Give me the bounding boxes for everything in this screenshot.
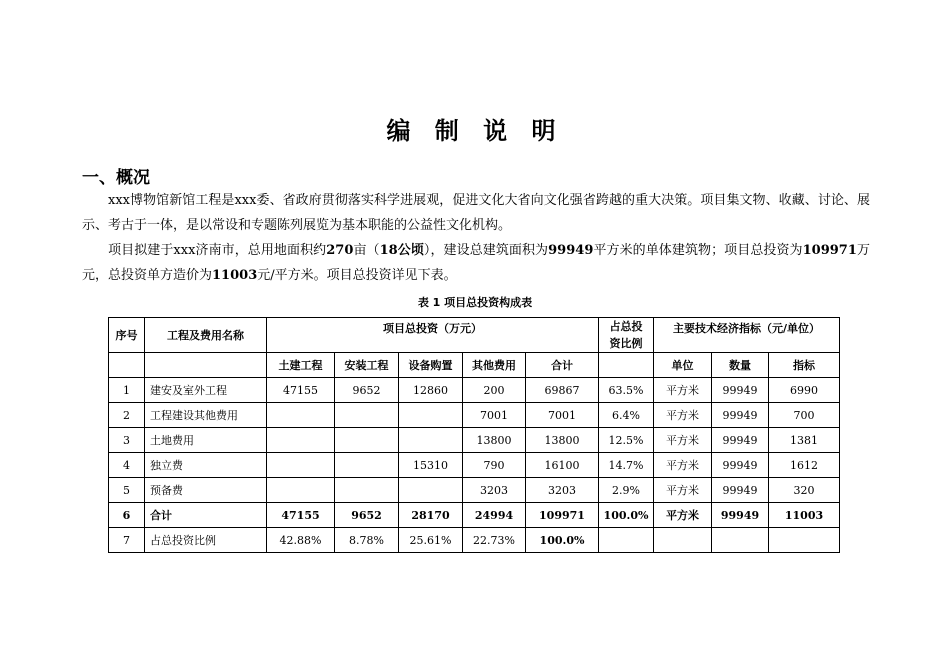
- cell: [399, 428, 463, 453]
- cell: 合计: [145, 503, 267, 528]
- cell: 平方米: [654, 478, 712, 503]
- cell: 700: [769, 403, 840, 428]
- cell: 预备费: [145, 478, 267, 503]
- cell: 9652: [335, 503, 399, 528]
- header-indicator: 指标: [769, 353, 840, 378]
- cell: [712, 528, 769, 553]
- cell: [267, 478, 335, 503]
- table-row: [109, 478, 840, 503]
- header-empty: [145, 353, 267, 378]
- cell: 11003: [769, 503, 840, 528]
- cell: 69867: [526, 378, 599, 403]
- cell: [399, 478, 463, 503]
- header-tech-indicators: 主要技术经济指标（元/单位）: [654, 318, 840, 353]
- cell: 平方米: [654, 503, 712, 528]
- cell: 平方米: [654, 378, 712, 403]
- header-total: 合计: [526, 353, 599, 378]
- cell: 15310: [399, 453, 463, 478]
- table-row: [109, 403, 840, 428]
- cell: 7001: [463, 403, 526, 428]
- cell: 25.61%: [399, 528, 463, 553]
- table-row: [109, 428, 840, 453]
- cell: 6.4%: [599, 403, 654, 428]
- p2-text-e: ），建设总建筑面积为: [423, 243, 549, 258]
- cell: 320: [769, 478, 840, 503]
- cell: [267, 428, 335, 453]
- header-ratio: 占总投资比例: [599, 318, 654, 353]
- cell: 1381: [769, 428, 840, 453]
- cell: 工程建设其他费用: [145, 403, 267, 428]
- document-title: 编 制 说 明: [386, 117, 564, 145]
- cell: 土地费用: [145, 428, 267, 453]
- cell: 99949: [712, 378, 769, 403]
- cell: 9652: [335, 378, 399, 403]
- cell: 99949: [712, 403, 769, 428]
- cell: [335, 428, 399, 453]
- p2-text-c: 亩（: [353, 243, 380, 258]
- cell: [267, 453, 335, 478]
- table-caption: 表 1 项目总投资构成表: [417, 296, 533, 309]
- cell: 3: [109, 428, 145, 453]
- header-quantity: 数量: [712, 353, 769, 378]
- cell: [399, 403, 463, 428]
- header-name: 工程及费用名称: [145, 318, 267, 353]
- header-unit: 单位: [654, 353, 712, 378]
- cell: 占总投资比例: [145, 528, 267, 553]
- cell: 100.0%: [526, 528, 599, 553]
- cell: 6: [109, 503, 145, 528]
- cell: 2: [109, 403, 145, 428]
- cell: 99949: [712, 503, 769, 528]
- cell: [267, 403, 335, 428]
- cell: [335, 453, 399, 478]
- table-total-row: [109, 503, 840, 528]
- cell: 200: [463, 378, 526, 403]
- cell: 平方米: [654, 428, 712, 453]
- cell: 4: [109, 453, 145, 478]
- cell: 99949: [712, 428, 769, 453]
- header-investment: 项目总投资（万元）: [267, 318, 599, 353]
- table-ratio-row: [109, 528, 840, 553]
- header-install: 安装工程: [335, 353, 399, 378]
- cell: 24994: [463, 503, 526, 528]
- header-other: 其他费用: [463, 353, 526, 378]
- cell: 建安及室外工程: [145, 378, 267, 403]
- cell: 42.88%: [267, 528, 335, 553]
- header-civil: 土建工程: [267, 353, 335, 378]
- cell: 63.5%: [599, 378, 654, 403]
- section-heading: 一、概况: [82, 168, 150, 188]
- table-row: [109, 378, 840, 403]
- cell: [769, 528, 840, 553]
- investment-table: [108, 317, 840, 553]
- header-seq: 序号: [109, 318, 145, 353]
- unit-cost-value: 11003: [212, 268, 258, 283]
- total-investment-value: 109971: [802, 243, 857, 258]
- cell: 790: [463, 453, 526, 478]
- cell: 独立费: [145, 453, 267, 478]
- cell: 47155: [267, 378, 335, 403]
- paragraph-intro-text: xxx博物馆新馆工程是xxx委、省政府贯彻落实科学进展观，促进文化大省向文化强省跨越的重大决策。项目集文物、收藏、讨论、展示、考古于一体，是以常设和专题陈列展览为基本职能的公益性文化机构。: [82, 193, 870, 233]
- cell: [599, 528, 654, 553]
- p2-text-g: 平方米的单体建筑物；项目总投资为: [593, 243, 803, 258]
- cell: 12.5%: [599, 428, 654, 453]
- cell: 1: [109, 378, 145, 403]
- cell: 7: [109, 528, 145, 553]
- cell: 28170: [399, 503, 463, 528]
- cell: 5: [109, 478, 145, 503]
- cell: 平方米: [654, 453, 712, 478]
- cell: 99949: [712, 453, 769, 478]
- cell: 12860: [399, 378, 463, 403]
- cell: 22.73%: [463, 528, 526, 553]
- cell: [654, 528, 712, 553]
- cell: 7001: [526, 403, 599, 428]
- cell: 99949: [712, 478, 769, 503]
- cell: 3203: [526, 478, 599, 503]
- cell: 100.0%: [599, 503, 654, 528]
- p2-text-k: 元/平方米。项目总投资详见下表。: [257, 268, 457, 283]
- floor-area-value: 99949: [548, 243, 594, 258]
- header-equipment: 设备购置: [399, 353, 463, 378]
- paragraph-scale: [82, 238, 870, 288]
- cell: 47155: [267, 503, 335, 528]
- cell: 6990: [769, 378, 840, 403]
- p2-text-i: 万元，总投资单方造价为: [82, 243, 870, 283]
- cell: 3203: [463, 478, 526, 503]
- cell: 1612: [769, 453, 840, 478]
- header-empty: [599, 353, 654, 378]
- cell: 14.7%: [599, 453, 654, 478]
- cell: 2.9%: [599, 478, 654, 503]
- p2-text-a: 项目拟建于xxx济南市，总用地面积约: [108, 243, 327, 258]
- cell: 13800: [463, 428, 526, 453]
- hectare-value: 18公顷: [379, 243, 424, 258]
- cell: 109971: [526, 503, 599, 528]
- table-row: [109, 453, 840, 478]
- cell: [335, 478, 399, 503]
- header-empty: [109, 353, 145, 378]
- cell: 8.78%: [335, 528, 399, 553]
- paragraph-intro: [82, 188, 870, 238]
- cell: 16100: [526, 453, 599, 478]
- land-area-value: 270: [326, 243, 354, 258]
- cell: [335, 403, 399, 428]
- cell: 平方米: [654, 403, 712, 428]
- cell: 13800: [526, 428, 599, 453]
